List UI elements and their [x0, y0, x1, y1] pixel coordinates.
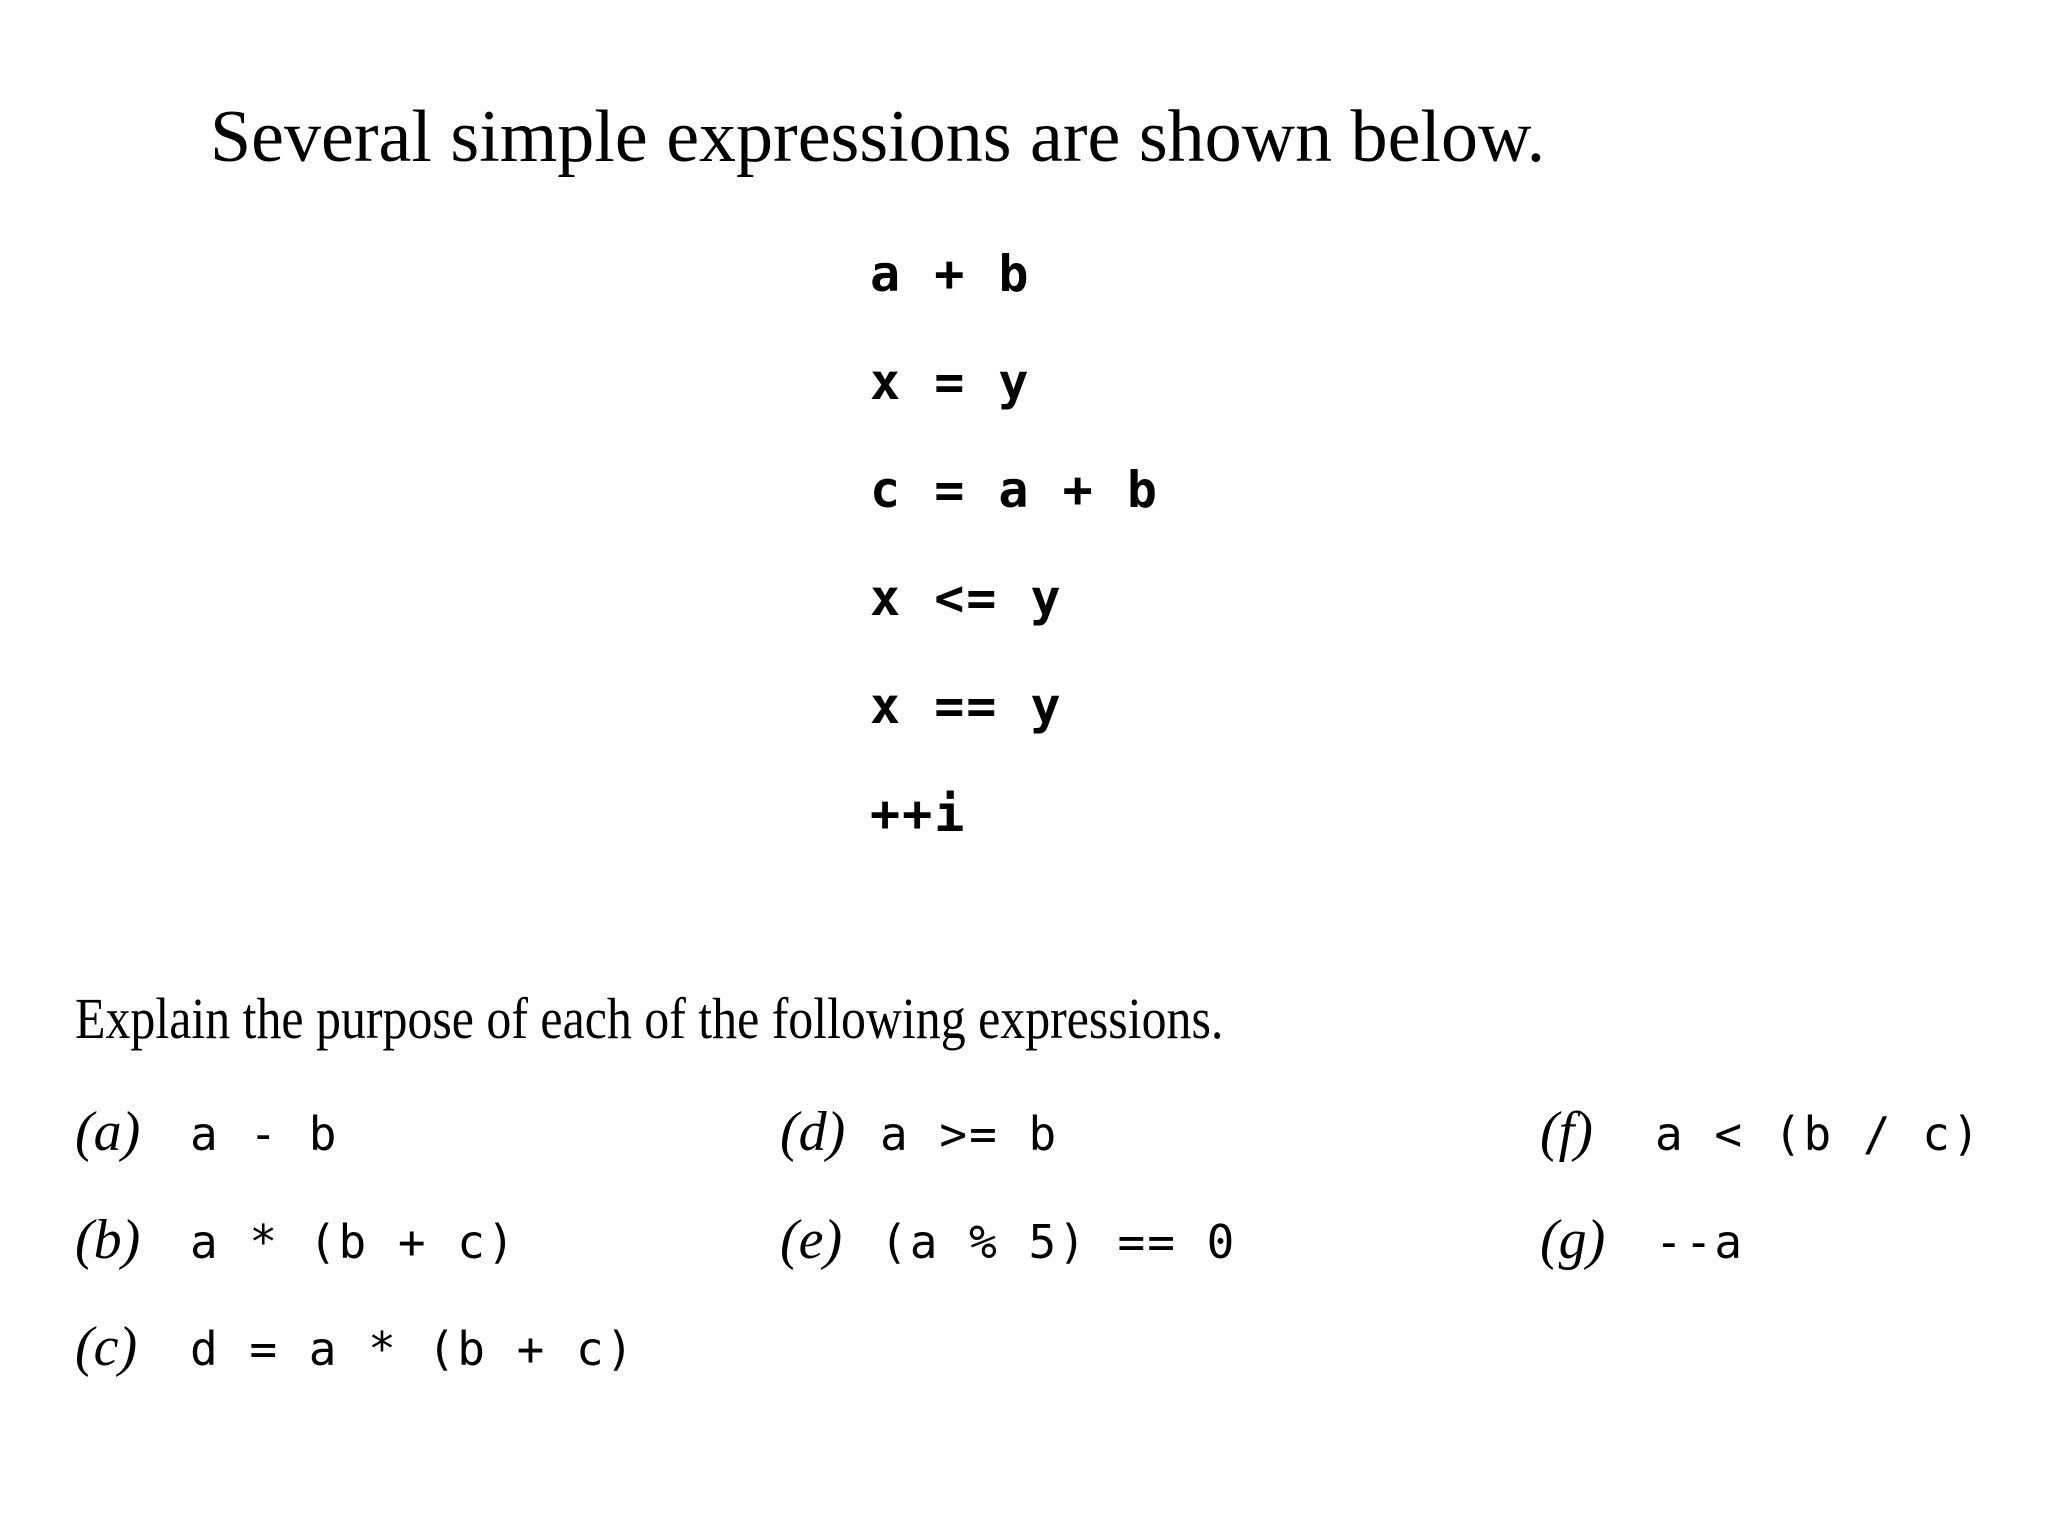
- exercise-item-c: [75, 1315, 635, 1379]
- example-expression-list: [870, 245, 1159, 893]
- example-expression: c = a + b: [870, 461, 1159, 519]
- example-expression: x == y: [870, 677, 1063, 735]
- exercise-item-f: [1540, 1100, 1982, 1164]
- exercise-item-g: [1540, 1208, 1744, 1272]
- exercise-item-d: [780, 1100, 1058, 1164]
- item-expression: a >= b: [880, 1107, 1059, 1161]
- item-label: (c): [75, 1316, 138, 1378]
- item-expression: a * (b + c): [190, 1215, 517, 1269]
- example-expression: ++i: [870, 785, 967, 843]
- exercise-prompt: Explain the purpose of each of the following expressions.: [75, 986, 1224, 1051]
- item-label: (a): [75, 1101, 141, 1163]
- item-label: (d): [780, 1101, 846, 1163]
- item-expression: (a % 5) == 0: [880, 1215, 1237, 1269]
- example-expression: x = y: [870, 353, 1031, 411]
- item-label: (f): [1540, 1101, 1593, 1163]
- item-label: (e): [780, 1209, 843, 1271]
- example-expression: x <= y: [870, 569, 1063, 627]
- item-expression: d = a * (b + c): [190, 1322, 636, 1376]
- item-label: (b): [75, 1209, 141, 1271]
- exercise-item-a: [75, 1100, 338, 1164]
- exercise-item-b: [75, 1208, 517, 1272]
- item-expression: --a: [1655, 1215, 1745, 1269]
- item-expression: a - b: [190, 1107, 339, 1161]
- item-expression: a < (b / c): [1655, 1107, 1982, 1161]
- item-label: (g): [1540, 1209, 1606, 1271]
- page-heading: Several simple expressions are shown below.: [210, 96, 1546, 178]
- example-expression: a + b: [870, 245, 1031, 303]
- exercise-item-e: [780, 1208, 1236, 1272]
